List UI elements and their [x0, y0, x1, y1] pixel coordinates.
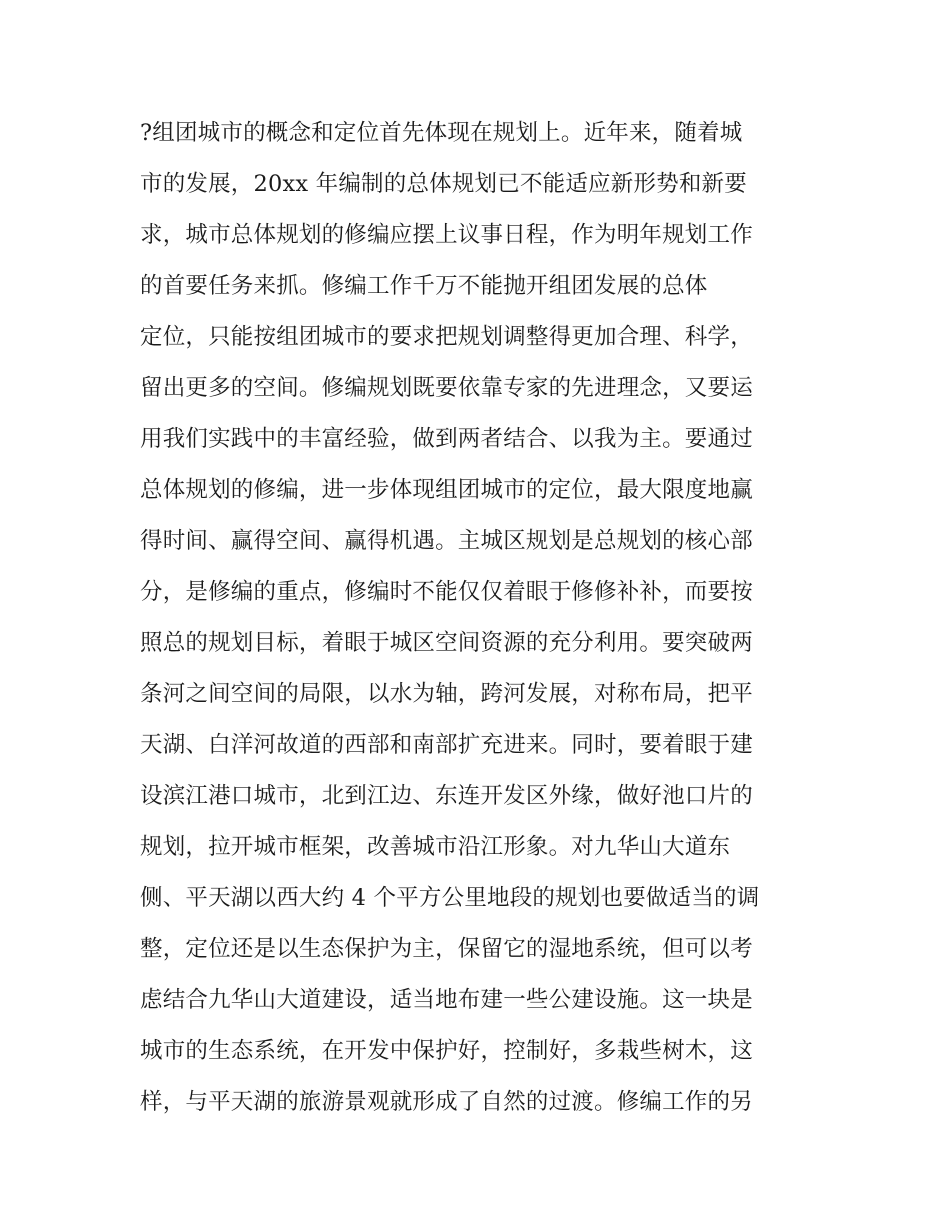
- text-line: 规划，拉开城市框架，改善城市沿江形象。对九华山大道东: [140, 834, 731, 860]
- text-line: 照总的规划目标，着眼于城区空间资源的充分利用。要突破两: [140, 630, 753, 656]
- text-line: 总体规划的修编，进一步体现组团城市的定位，最大限度地赢: [140, 477, 753, 503]
- text-line: 整，定位还是以生态保护为主，保留它的湿地系统，但可以考: [140, 936, 753, 962]
- text-line: 样，与平天湖的旅游景观就形成了自然的过渡。修编工作的另: [140, 1089, 753, 1115]
- text-line: 分，是修编的重点，修编时不能仅仅着眼于修修补补，而要按: [140, 579, 753, 605]
- text-line: 天湖、白洋河故道的西部和南部扩充进来。同时，要着眼于建: [140, 732, 753, 758]
- text-line: 市的发展，20xx 年编制的总体规划已不能适应新形势和新要: [140, 171, 747, 197]
- text-line: 虑结合九华山大道建设，适当地布建一些公建设施。这一块是: [140, 987, 753, 1013]
- text-line: 求，城市总体规划的修编应摆上议事日程，作为明年规划工作: [140, 222, 753, 248]
- text-line: 得时间、赢得空间、赢得机遇。主城区规划是总规划的核心部: [140, 528, 753, 554]
- text-line: 的首要任务来抓。修编工作千万不能抛开组团发展的总体: [140, 273, 708, 299]
- text-line: 设滨江港口城市，北到江边、东连开发区外缘，做好池口片的: [140, 783, 753, 809]
- text-line: ?组团城市的概念和定位首先体现在规划上。近年来，随着城: [140, 120, 743, 146]
- text-line: 侧、平天湖以西大约 4 个平方公里地段的规划也要做适当的调: [140, 885, 760, 911]
- text-line: 留出更多的空间。修编规划既要依靠专家的先进理念，又要运: [140, 375, 753, 401]
- text-line: 条河之间空间的局限，以水为轴，跨河发展，对称布局，把平: [140, 681, 753, 707]
- body-text: [140, 108, 830, 1128]
- text-line: 定位，只能按组团城市的要求把规划调整得更加合理、科学，: [140, 324, 753, 350]
- text-line: 用我们实践中的丰富经验，做到两者结合、以我为主。要通过: [140, 426, 753, 452]
- text-line: 城市的生态系统，在开发中保护好，控制好，多栽些树木，这: [140, 1038, 753, 1064]
